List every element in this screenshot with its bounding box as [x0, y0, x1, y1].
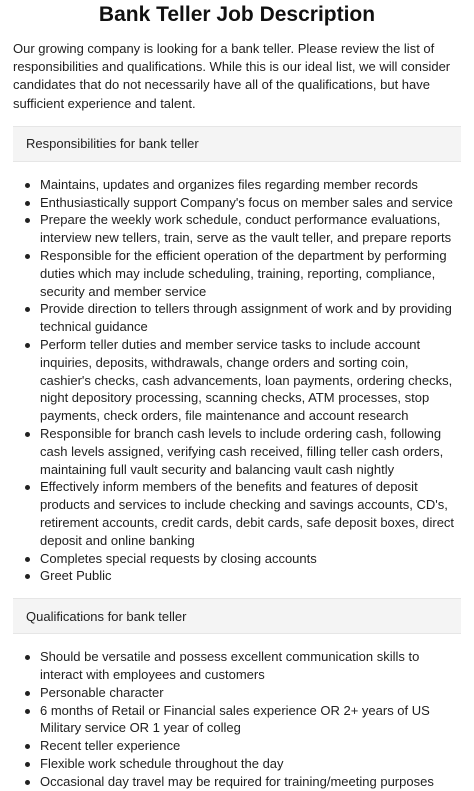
list-item-text: Completes special requests by closing accounts: [40, 550, 317, 566]
bullet-icon: [25, 709, 30, 714]
list-item: [40, 425, 461, 478]
bullet-icon: [25, 485, 30, 490]
list-item: [40, 211, 461, 247]
list-item-text: Recent teller experience: [40, 738, 181, 754]
bullet-icon: [25, 574, 30, 579]
bullet-icon: [25, 655, 30, 660]
bullet-icon: [25, 691, 30, 696]
list-item-text: Maintains, updates and organizes files regarding member records: [40, 176, 418, 192]
list-item-text: Enthusiastically support Company's focus on member sales and service: [40, 194, 453, 210]
qualifications-list: [13, 648, 461, 790]
list-item-text: Should be versatile and possess excellent communication skills to interact with employees and customers: [40, 649, 420, 682]
bullet-icon: [25, 201, 30, 206]
bullet-icon: [25, 343, 30, 348]
responsibilities-list: [13, 176, 461, 585]
list-item: [40, 737, 461, 755]
list-item: [40, 702, 461, 738]
list-item-text: Prepare the weekly work schedule, conduct performance evaluations, interview new tellers, train, serve as the vault teller, and prepare reports: [40, 212, 452, 246]
list-item-text: Flexible work schedule throughout the day: [40, 755, 284, 771]
bullet-icon: [25, 218, 30, 223]
bullet-icon: [25, 762, 30, 767]
list-item: [40, 336, 461, 425]
list-item: [40, 247, 461, 300]
list-item-text: Effectively inform members of the benefits and features of deposit products and services to include checking and savings accounts, CD's, retirement accounts, credit cards, debit cards, safe deposit boxes, direct deposit and online banking: [40, 479, 455, 548]
bullet-icon: [25, 744, 30, 749]
list-item: [40, 773, 461, 791]
list-item-text: Occasional day travel may be required for training/meeting purposes: [40, 773, 434, 789]
page-title: Bank Teller Job Description: [98, 3, 376, 26]
bullet-icon: [25, 557, 30, 562]
bullet-icon: [25, 254, 30, 259]
list-item-text: Perform teller duties and member service tasks to include account inquiries, deposits, withdrawals, change orders and sorting coin, cashier's checks, cash advancements, loan payments, ordering checks, night depository processing, scanning checks, ATM processes, stop payments, check orders, file maintenance and account research: [40, 336, 453, 424]
list-item: [40, 478, 461, 549]
list-item: [40, 194, 461, 212]
intro-paragraph: Our growing company is looking for a bank teller. Please review the list of responsibilities and qualifications. While this is our ideal list, we will consider candidates that do not necessarily have all of the qualifications, but have sufficient experience and talent.: [13, 41, 451, 111]
list-item-text: Greet Public: [40, 568, 112, 584]
list-item-text: Responsible for the efficient operation of the department by performing duties which may include scheduling, training, reporting, compliance, security and member service: [40, 248, 447, 299]
bullet-icon: [25, 183, 30, 188]
list-item-text: Provide direction to tellers through assignment of work and by providing technical guidance: [40, 301, 452, 335]
list-item: [40, 648, 461, 684]
list-item: [40, 550, 461, 568]
list-item: [40, 755, 461, 773]
bullet-icon: [25, 432, 30, 437]
list-item: [40, 300, 461, 336]
qualifications-header: Qualifications for bank teller: [13, 598, 461, 634]
list-item: [40, 684, 461, 702]
responsibilities-header: Responsibilities for bank teller: [13, 126, 461, 162]
list-item: [40, 176, 461, 194]
list-item-text: Responsible for branch cash levels to include ordering cash, following cash levels assigned, verifying cash received, filling teller cash orders, maintaining full vault security and balancing vault cash nightly: [40, 425, 444, 477]
list-item: [40, 567, 461, 585]
list-item-text: 6 months of Retail or Financial sales experience OR 2+ years of US Military service OR 1 year of colleg: [40, 702, 430, 736]
bullet-icon: [25, 307, 30, 312]
list-item-text: Personable character: [40, 684, 164, 700]
